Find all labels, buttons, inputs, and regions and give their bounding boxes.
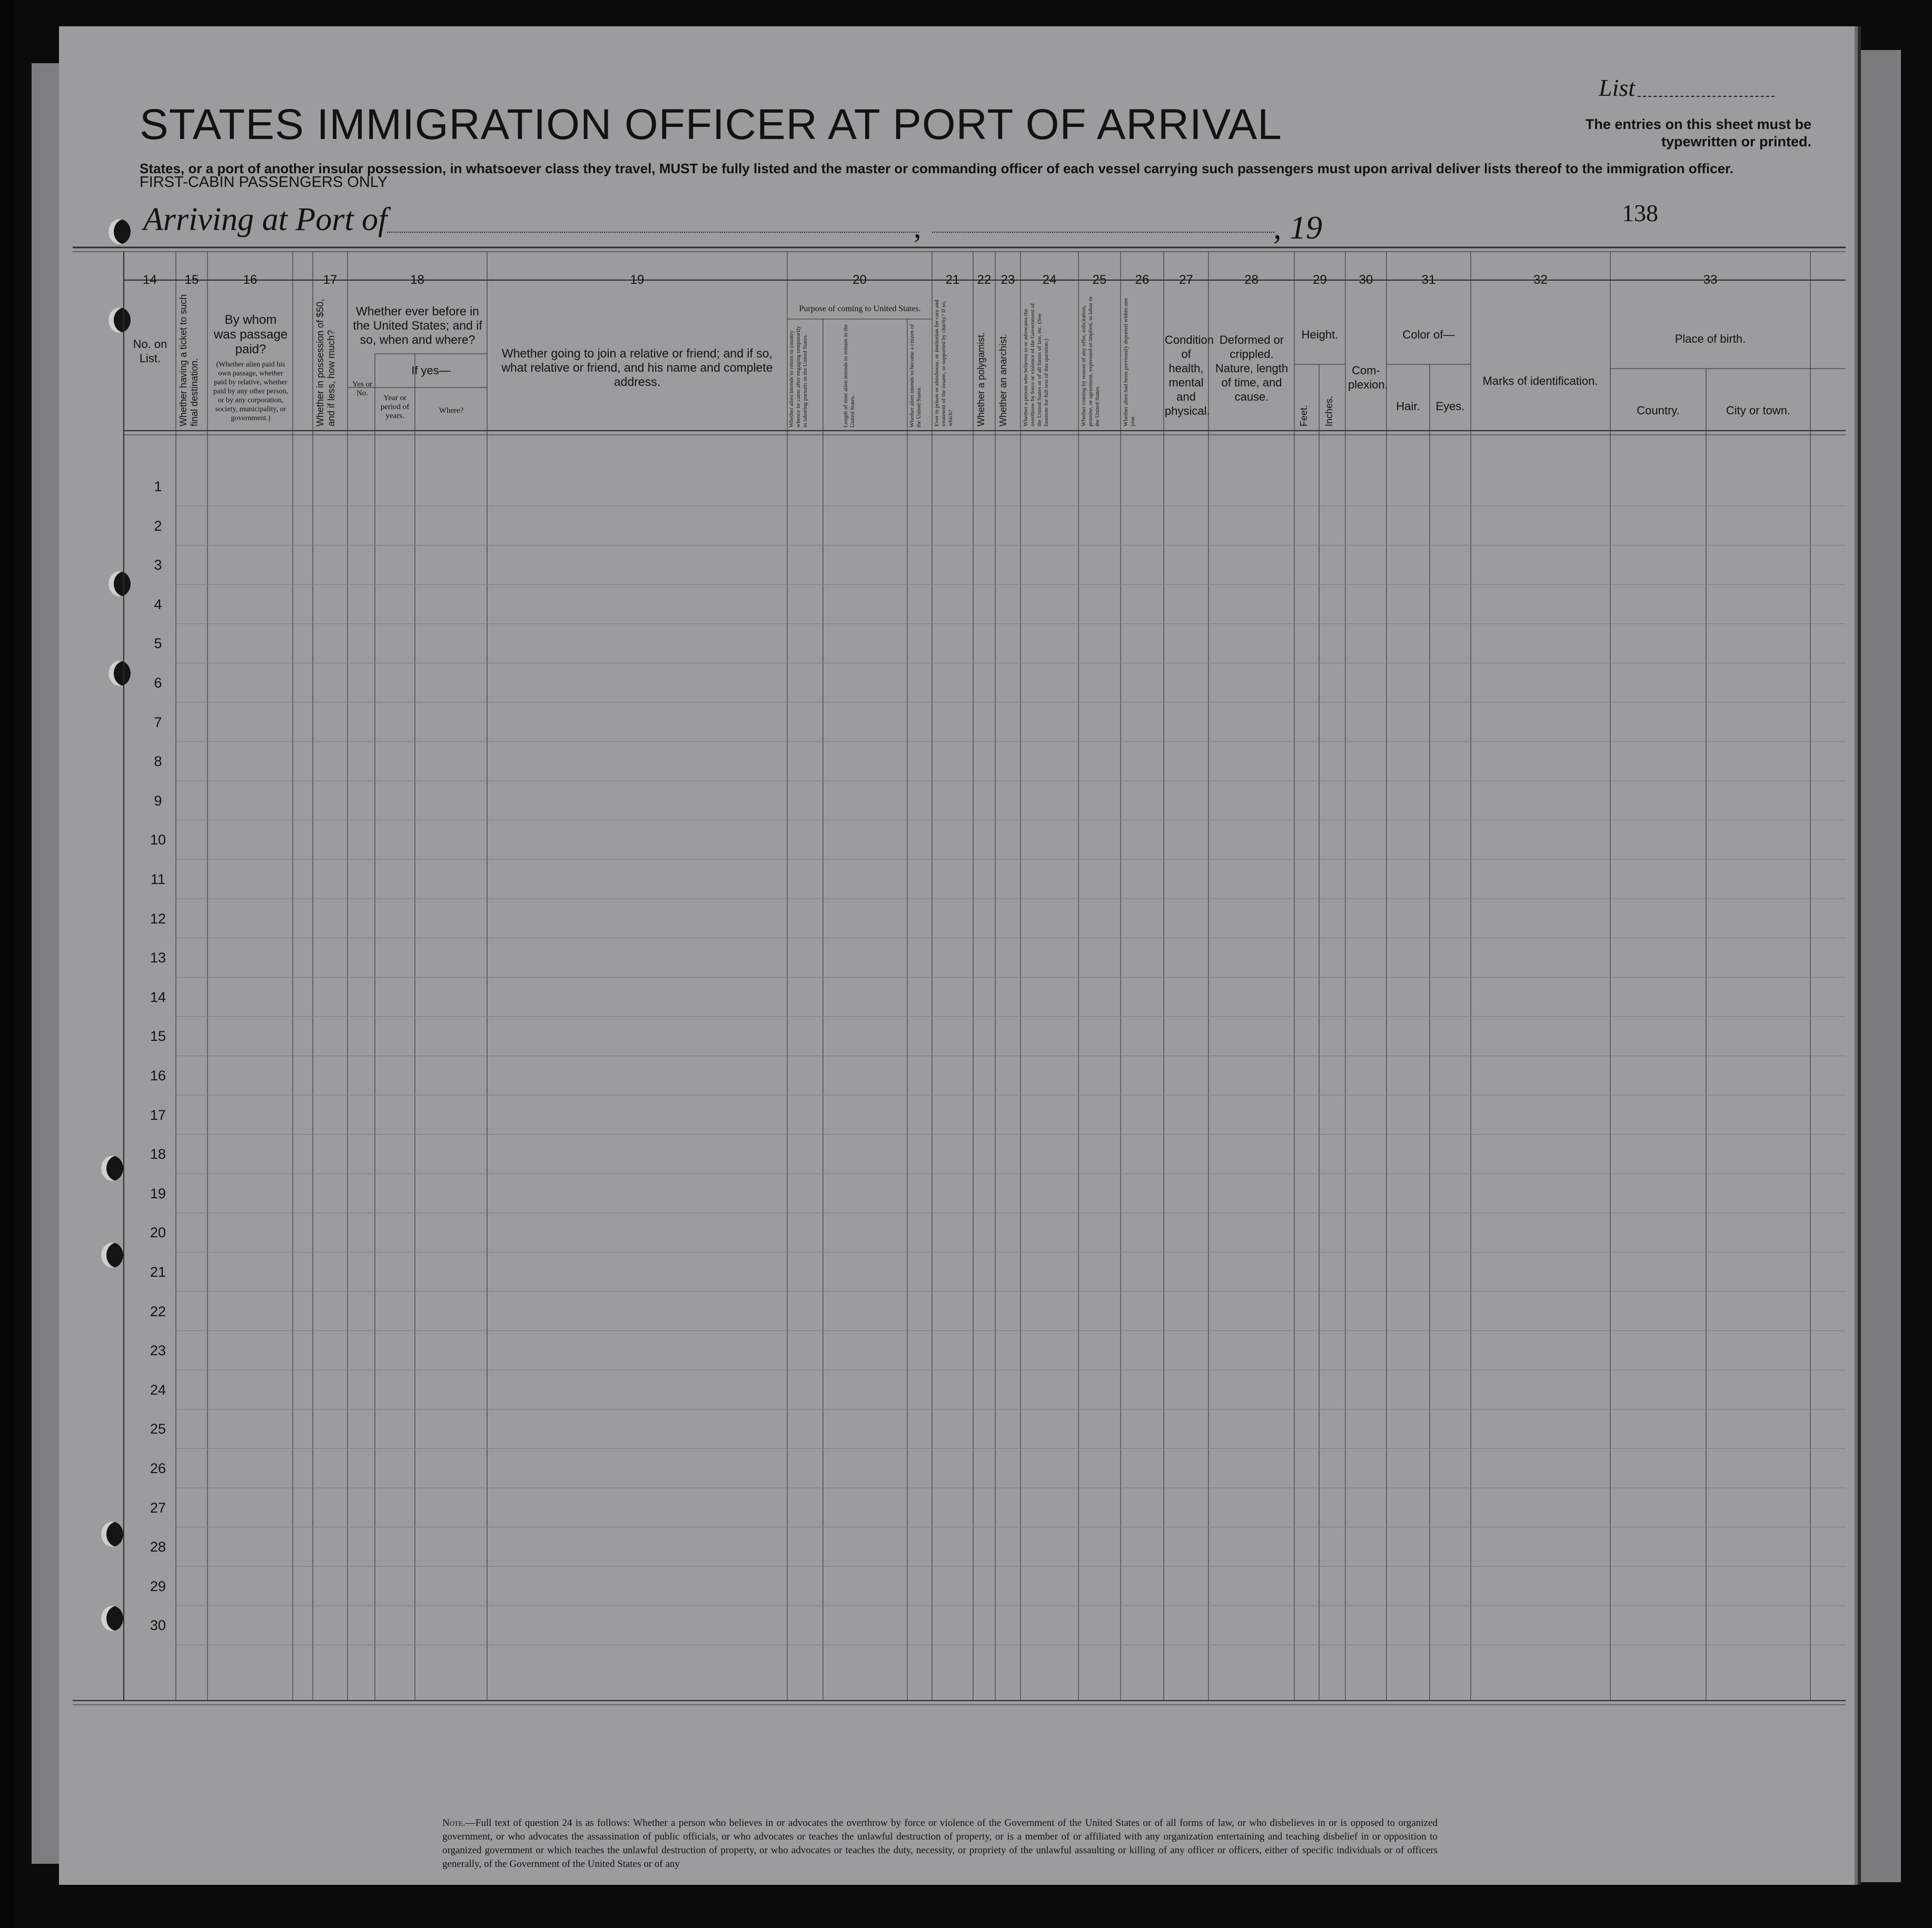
row-number: 5: [154, 635, 162, 652]
col-24-number: 24: [1042, 273, 1057, 287]
row-number: 15: [150, 1028, 166, 1045]
col-33-country: Country.: [1637, 404, 1680, 417]
col-32-number: 32: [1533, 273, 1548, 287]
row-number: 1: [154, 479, 162, 494]
arriving-label: Arriving at Port of: [143, 202, 388, 237]
row-number: 11: [150, 871, 166, 887]
col-21-header: Ever in prison or almshouse, or institution for care and treatment of the insane, or supported by charity? If so, which?: [934, 300, 954, 426]
col-31-eyes: Eyes.: [1435, 400, 1465, 413]
col-20-number: 20: [853, 273, 867, 287]
passenger-class: FIRST-CABIN PASSENGERS ONLY: [140, 174, 388, 191]
form-title: STATES IMMIGRATION OFFICER AT PORT OF ARRIVAL: [140, 101, 1282, 148]
col-27-number: 27: [1179, 273, 1193, 287]
row-number: 25: [150, 1421, 166, 1437]
col-29-number: 29: [1313, 273, 1327, 287]
row-number: 2: [154, 518, 162, 534]
col-26-header: Whether alien had been previously deported within one year.: [1123, 297, 1136, 426]
row-number: 18: [150, 1146, 166, 1162]
row-number: 6: [154, 675, 162, 691]
row-number: 21: [150, 1264, 166, 1280]
col-26-number: 26: [1135, 273, 1150, 287]
col-18-number: 18: [410, 273, 424, 287]
col-23-header: Whether an anarchist.: [998, 333, 1008, 426]
col-32-header: Marks of identification.: [1482, 374, 1598, 387]
row-number: 7: [154, 714, 162, 730]
col-27-header: Condition of health, mental and physical.: [1165, 333, 1214, 418]
footnote-text: —Full text of question 24 is as follows: Whether a person who believes in or advocates the overthrow by force or violence of the Government of the United States or of all forms of law, or who disbelieves in or is opposed to organized government, or who advocates the assassination of public officials, or who advocates or teaches the unlawful destruction of property, or is a member of or affiliated with any organization entertaining and teaching disbelief in or opposition to organized government or which teaches the unlawful destruction of property, or who advocates or teaches the duty, necessity, or propriety of the unlawful assaulting or killing of any officer or officers, either of specific individuals or of officers generally, of the Government of the United States or of any: [442, 1817, 1438, 1870]
row-number: 19: [150, 1185, 166, 1201]
col-20-citizen-intent: Whether alien intends to become a citizen of the United States.: [909, 324, 922, 428]
col-19-header: Whether going to join a relative or friend; and if so, what relative or friend, and his name and complete address.: [501, 346, 773, 389]
col-33-city: City or town.: [1726, 404, 1791, 417]
row-number: 30: [150, 1617, 166, 1634]
row-number: 28: [150, 1539, 166, 1555]
col-17-header: Whether in possession of $50, and if less, how much?: [315, 299, 336, 426]
row-number: 26: [150, 1460, 166, 1476]
row-number: 29: [150, 1578, 166, 1594]
list-number-field[interactable]: [1638, 96, 1775, 97]
row-number: 22: [150, 1303, 166, 1319]
col-18-year: Year or period of years.: [380, 394, 410, 420]
col-33-number: 33: [1703, 273, 1718, 287]
col-16-subheader: (Whether alien paid his own passage, whether paid by relative, whether paid by any other person, or by any corporation, society, municipality, or government.): [213, 361, 288, 422]
col-23-number: 23: [1000, 273, 1015, 287]
col-31-number: 31: [1421, 273, 1436, 287]
col-33-header: Place of birth.: [1675, 332, 1746, 345]
col-15-number: 15: [184, 273, 199, 287]
row-number: 27: [150, 1499, 166, 1516]
col-22-number: 22: [977, 273, 992, 287]
col-24-header: Whether a person who believes in or advocates the overthrow by force or violence of the Government of the United States or of all forms of law, etc. (See footnote for full text of this question.): [1023, 303, 1049, 426]
list-label: List: [1599, 74, 1636, 101]
col-14-header: No. on List.: [133, 337, 167, 365]
comma-separator: ,: [914, 210, 922, 244]
col-19-number: 19: [630, 273, 645, 287]
col-29-header: Height.: [1301, 328, 1339, 341]
col-20-header: Purpose of coming to United States.: [799, 304, 921, 313]
col-31-hair: Hair.: [1396, 400, 1420, 413]
col-30-header: Com-plexion.: [1348, 364, 1388, 391]
col-16-header: By whom was passage paid?: [213, 313, 288, 356]
form-instructions: States, or a port of another insular possession, in whatsoever class they travel, MUST be fully listed and the master or commanding officer of each vessel carrying such passengers must upon arrival deliver lists thereof to the immigration officer.: [140, 161, 1733, 176]
col-21-number: 21: [945, 273, 960, 287]
typewritten-notice: The entries on this sheet must be typewritten or printed.: [1585, 116, 1811, 150]
row-number: 3: [154, 557, 162, 573]
col-22-header: Whether a polygamist.: [976, 332, 986, 426]
row-number: 23: [150, 1343, 166, 1359]
row-number: 10: [150, 832, 166, 848]
row-number: 24: [150, 1382, 166, 1398]
col-25-header: Whether coming by reason of any offer, solicitation, promise, or agreement, expressed or implied, to labor in the United States.: [1081, 296, 1101, 426]
col-20-return-intent: Whether alien intends to return to country whence he came after engaging temporarily in laboring pursuits in the United States.: [788, 326, 808, 428]
row-number: 4: [154, 596, 162, 612]
port-field[interactable]: [387, 232, 919, 233]
col-20-stay-length: Length of time alien intends to remain in the United States.: [843, 324, 856, 428]
col-15-header: Whether having a ticket to such final destination.: [178, 294, 200, 426]
row-number: 8: [154, 753, 162, 770]
year-prefix: , 19: [1273, 210, 1322, 246]
col-28-number: 28: [1244, 273, 1259, 287]
row-number: 9: [154, 792, 162, 809]
col-17-number: 17: [323, 273, 338, 287]
row-number: 20: [150, 1225, 166, 1241]
col-28-header: Deformed or crippled. Nature, length of time, and cause.: [1215, 333, 1289, 403]
footnote-lead: Note.: [442, 1817, 465, 1828]
col-18-where: Where?: [439, 406, 464, 415]
date-field[interactable]: [932, 232, 1274, 233]
col-18-yes-no: Yes or No.: [352, 380, 373, 397]
row-number: 14: [150, 989, 166, 1005]
row-number: 13: [150, 950, 166, 966]
row-number: 12: [150, 910, 166, 927]
col-16-number: 16: [243, 273, 257, 287]
col-30-number: 30: [1359, 273, 1373, 287]
col-18-header: Whether ever before in the United States; and if so, when and where?: [353, 304, 482, 346]
row-number: 17: [150, 1107, 166, 1123]
sheet-number: 138: [1622, 200, 1658, 226]
footnote: [442, 1816, 1438, 1871]
col-31-header: Color of—: [1402, 328, 1455, 341]
col-29-inches: Inches.: [1324, 395, 1334, 426]
col-14-number: 14: [143, 273, 157, 287]
col-25-number: 25: [1092, 273, 1107, 287]
col-18-if-yes: If yes—: [411, 364, 451, 377]
row-number: 16: [150, 1068, 166, 1084]
col-29-feet: Feet.: [1299, 404, 1309, 426]
